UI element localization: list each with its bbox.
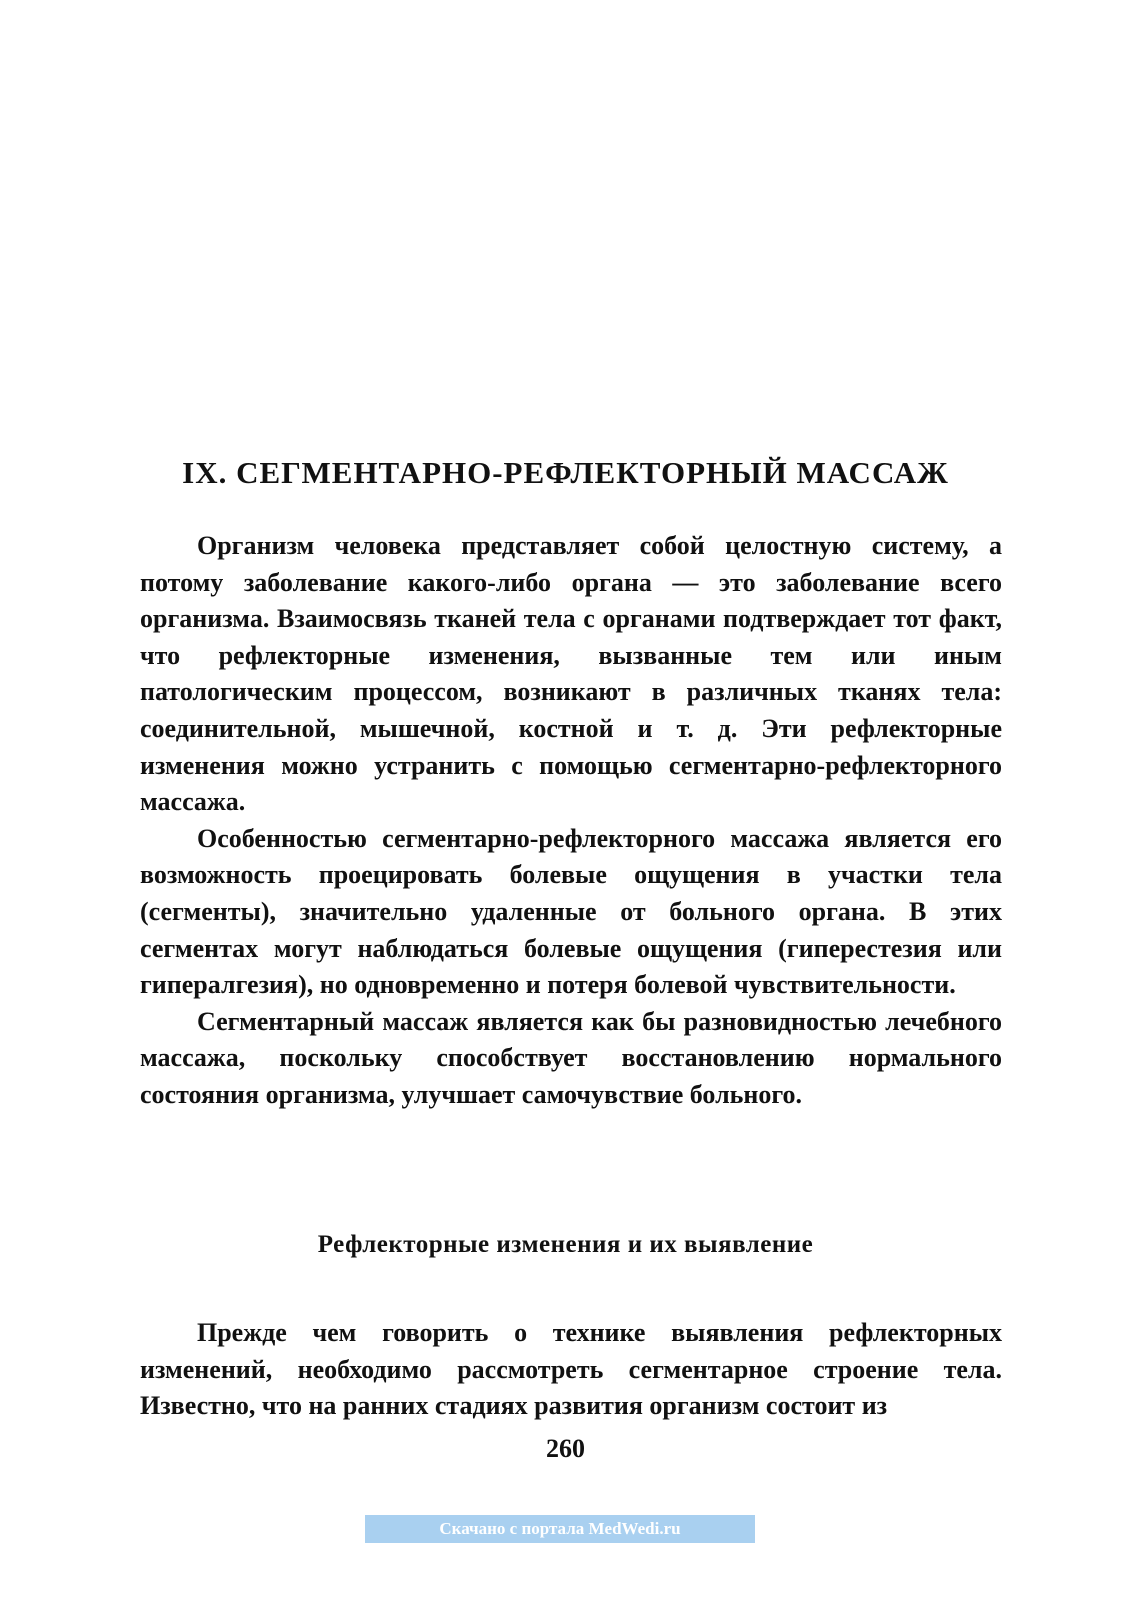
chapter-body <box>140 528 1002 1114</box>
paragraph: Особенностью сегментарно-рефлекторного массажа является его возможность проецировать болевые ощущения в участки тела (сегменты), значительно удаленные от больного органа. В этих сегментах могут наблюдаться болевые ощущения (гиперестезия или гипералгезия), но одновременно и потеря болевой чувствительности. <box>140 823 1002 1000</box>
paragraph: Сегментарный массаж является как бы разновидностью лечебного массажа, поскольку способствует восстановлению нормального состояния организма, улучшает самочувствие больного. <box>140 1006 1002 1109</box>
watermark-banner: Скачано с портала MedWedi.ru <box>365 1515 755 1543</box>
page-number: 260 <box>546 1434 585 1463</box>
section-title: Рефлекторные изменения и их выявление <box>317 1231 814 1258</box>
section-body <box>140 1315 1002 1425</box>
paragraph: Прежде чем говорить о технике выявления рефлекторных изменений, необходимо рассмотреть сегментарное строение тела. Известно, что на ранних стадиях развития организм состоит из <box>140 1318 1002 1421</box>
paragraph: Организм человека представляет собой целостную систему, а потому заболевание какого-либо органа — это заболевание всего организма. Взаимосвязь тканей тела с органами подтверждает тот факт, что рефлекторные изменения, вызванные тем или иным патологическим процессом, возникают в различных тканях тела: соединительной, мышечной, костной и т. д. Эти рефлекторные изменения можно устранить с помощью сегментарно-рефлекторного массажа. <box>140 531 1002 817</box>
chapter-title: IX. СЕГМЕНТАРНО-РЕФЛЕКТОРНЫЙ МАССАЖ <box>182 455 949 490</box>
